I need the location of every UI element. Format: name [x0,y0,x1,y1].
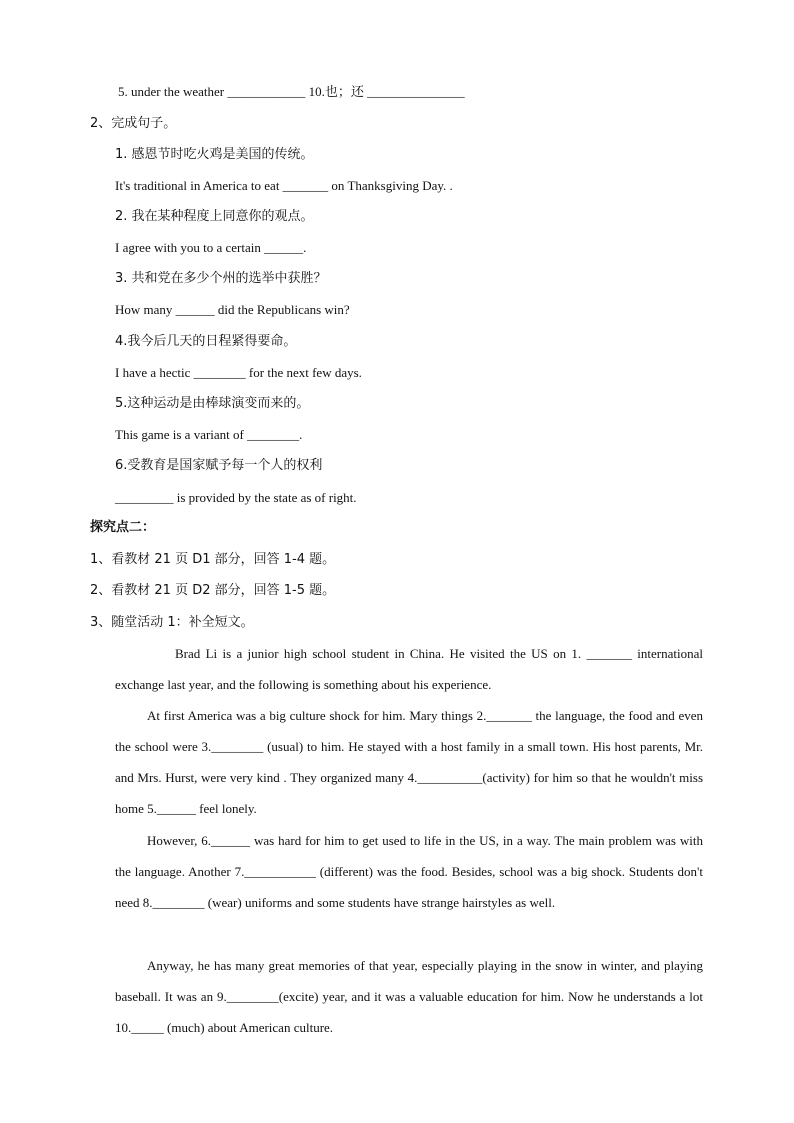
section-heading-explore-2: 探究点二： [90,520,156,535]
sentence-2-english: I agree with you to a certain ______. [115,240,307,255]
sentence-3-english: How many ______ did the Republicans win? [115,302,350,317]
section-heading-complete-sentences: 2、完成句子。 [90,116,177,131]
explore-item-2: 2、看教材 21 页 D2 部分，回答 1-5 题。 [90,583,336,598]
sentence-3-chinese: 3. 共和党在多少个州的选举中获胜？ [115,271,327,286]
sentence-6-chinese: 6.受教育是国家赋予每一个人的权利 [115,458,323,473]
passage-paragraph-4: Anyway, he has many great memories of that year, especially playing in the snow in winter, and playing baseball. It was an 9.________(excite) year, and it was a valuable education for him. Now he understands a lot 10._____ (much) about American culture. [115,958,703,1035]
sentence-5-english: This game is a variant of ________. [115,427,303,442]
sentence-4-chinese: 4.我今后几天的日程紧得要命。 [115,334,297,349]
sentence-1-chinese: 1. 感恩节时吃火鸡是美国的传统。 [115,147,314,162]
sentence-1-english: It's traditional in America to eat _______ on Thanksgiving Day. . [115,178,453,193]
passage-paragraph-2: At first America was a big culture shock for him. Mary things 2._______ the language, the food and even the school were 3.________ (usual) to him. He stayed with a host family in a small town. His host parents, Mr. and Mrs. Hurst, were very kind . They organized many 4.__________(activity) for him so that he wouldn't miss home 5.______ feel lonely. [115,708,703,816]
sentence-2-chinese: 2. 我在某种程度上同意你的观点。 [115,209,314,224]
explore-item-1: 1、看教材 21 页 D1 部分，回答 1-4 题。 [90,552,336,567]
sentence-5-chinese: 5.这种运动是由棒球演变而来的。 [115,396,310,411]
sentence-6-english: _________ is provided by the state as of right. [115,490,357,505]
passage-paragraph-3: However, 6.______ was hard for him to get used to life in the US, in a way. The main problem was with the language. Another 7.___________ (different) was the food. Besides, school was a big shock. Students don't need 8.________ (wear) uniforms and some students have strange hairstyles as well. [115,833,703,910]
sentence-4-english: I have a hectic ________ for the next few days. [115,365,362,380]
passage-paragraph-1: Brad Li is a junior high school student in China. He visited the US on 1. _______ international exchange last year, and the following is something about his experience. [115,646,703,692]
vocab-item-5: 5. under the weather ____________ 10.也；还 _______________ [118,84,465,99]
explore-item-3: 3、随堂活动 1：补全短文。 [90,615,254,630]
